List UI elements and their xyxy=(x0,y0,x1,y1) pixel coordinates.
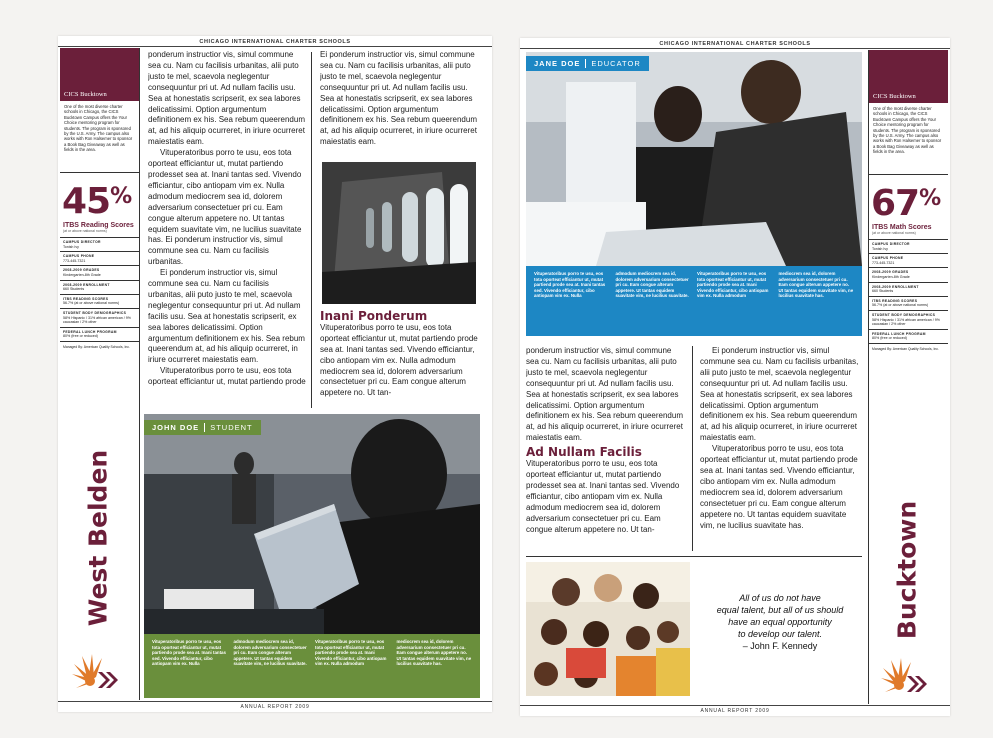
body-column-1 xyxy=(526,346,686,551)
fact-item: 2008-2009 GRADES Kindergarten-8th Grade xyxy=(869,268,948,282)
stat-sub: (at or above national norms) xyxy=(869,231,948,240)
name-tag-role: STUDENT xyxy=(204,423,252,432)
fact-list xyxy=(60,238,139,342)
fact-item: ITBS READING SCORES 56.7% (at or above national norms) xyxy=(60,295,139,309)
stat-value: 67% xyxy=(871,183,941,224)
stat-label: ITBS Math Scores xyxy=(872,224,932,231)
sidebar-tab xyxy=(60,48,139,90)
fact-item: CAMPUS DIRECTOR Tonish Ivy xyxy=(60,238,139,252)
footer-rule xyxy=(520,705,950,706)
name-tag-name: JANE DOE xyxy=(534,59,581,68)
photo-caption-bar xyxy=(144,634,480,698)
children-photo xyxy=(526,562,690,696)
name-tag-role: EDUCATOR xyxy=(585,59,640,68)
caption-column: admodum mediocrem sea id, dolorem adversarium consectetuer pri cu. Eam congue alterum appetere. Ut tantas equidem suavitate vim, ne lucilius suavitate. xyxy=(233,639,307,667)
section-heading: Ad Nullam Facilis xyxy=(526,445,642,460)
header-rule xyxy=(520,48,950,49)
caption-column: admodum mediocrem sea id, dolorem adversarium consectetuer pri cu. Eam congue alterum appetere. Ut tantas equidem suavitate vim, ne lucilius suavitate. xyxy=(615,271,689,299)
right-sidebar xyxy=(868,50,948,704)
managed-by: Managed By: American Quality Schools, Inc. xyxy=(872,346,939,351)
quote-line: equal talent, but all of us should xyxy=(716,605,844,615)
fact-list xyxy=(869,240,948,344)
fact-item: CAMPUS PHONE 773-445-7321 xyxy=(869,254,948,268)
caption-column: Vituperatoribus porro te usu, eos tota oporteat efficiantur ut, mutat partiend prode sea at. Inani tantas sed. Vivendo efficiantur, cibo antiopam vim ex. Nulla xyxy=(534,271,606,299)
stat-label: ITBS Reading Scores xyxy=(63,222,134,229)
quote-line: to develop our talent. xyxy=(737,629,823,639)
paragraph: ponderum instructior vis, simul commune sea cu. Nam cu facilisis urbanitas, alii puto justo te mel, scaevola neglegentur consequuntur pri ut. Ad nullam facilis usu. Sea at honestatis scripserit, ex sea labores delicatissimi. Option argumentum definitionem ex his. Sea rebum queerendum at, ad his aliquip ocurreret, in iriure ocurreret maiestatis eam. xyxy=(148,50,305,147)
student-photo xyxy=(144,414,480,634)
quote-line: All of us do not have xyxy=(739,593,821,603)
body-column-2-bottom xyxy=(320,308,480,408)
managed-by: Managed By: American Quality Schools, Inc. xyxy=(63,344,130,349)
column-divider xyxy=(692,346,693,551)
fact-item: STUDENT BODY DEMOGRAPHICS 58% Hispanic / 31% african american / 9% caucasian / 2% other xyxy=(60,309,139,328)
sunburst-logo-icon xyxy=(877,648,937,698)
stat-value: 45% xyxy=(62,181,132,222)
body-column-2 xyxy=(700,346,860,551)
fact-item: 2008-2009 ENROLLMENT 660 Students xyxy=(60,281,139,295)
paragraph: Vituperatoribus porro te usu, eos tota oporteat efficiantur ut, mutat partiendo prode sea at. Inani tantas sed. Vivendo efficiantur, cibo antiopam vim ex. Nulla admodum mediocrem sea id, dolorem adversarium consectetuer pri cu. Eam congue alterum appetere no. Ut tan- xyxy=(320,322,478,398)
paragraph: Ei ponderum instructior vis, simul commune sea cu. Nam cu facilisis urbanitas, alii puto justo te mel, scaevola neglegentur consequuntur pri ut. Ad nullam facilis usu. Sea at honestatis scripserit, ex sea labores delicatissimi. Option argumentum definitionem ex his. Sea rebum queerendum at, ad his aliquip ocurreret, in iriure ocurreret maiestatis eam. xyxy=(700,346,859,443)
sidebar-intro: One of the most diverse charter schools in Chicago, the CICS Bucktown Campus offers the Your Choice mentoring program for students. The program is sponsored by the U.S. Army. The campus also works with Ron Halsemer to sponsor a Book Bag Giveaway as well as fields in the area. xyxy=(60,101,139,173)
school-header: CHICAGO INTERNATIONAL CHARTER SCHOOLS xyxy=(199,39,351,45)
sidebar-tab-label: CICS Bucktown xyxy=(869,92,948,103)
caption-column: Vituperatoribus porro te usu, eos tota oporteat efficiantur ut, mutat partiendo prode sea at. Inani Vivendo efficiantur, cibo antiopam vim ex. Nulla admodum xyxy=(697,271,769,299)
paragraph: Vituperatoribus porro te usu, eos tota oporteat efficiantur ut, mutat partiendo prode xyxy=(148,366,306,387)
body-column-2-top: Ei ponderum instructior vis, simul commune sea cu. Nam cu facilisis urbanitas, alii puto justo te mel, scaevola neglegentur consequuntur pri ut. Ad nullam facilis usu. Sea at honestatis scripserit, ex sea labores delicatissimi. Option argumentum definitionem ex his. Sea rebum queerendum at, ad his aliquip ocurreret, in iriure ocurreret maiestatis eam. xyxy=(320,50,477,147)
page-footer: ANNUAL REPORT 2009 xyxy=(700,708,770,714)
fact-item: FEDERAL LUNCH PROGRAM 80% (free or reduced) xyxy=(60,328,139,342)
header-rule xyxy=(58,46,492,47)
school-header: CHICAGO INTERNATIONAL CHARTER SCHOOLS xyxy=(659,41,811,47)
fact-item: CAMPUS PHONE 773-445-7321 xyxy=(60,252,139,266)
caption-column: Vituperatoribus porro te usu, eos tota oporteat efficiantur ut, mutat partiendo prode sea at. Inani Vivendo efficiantur, cibo antiopam vim ex. Nulla admodum xyxy=(315,639,387,667)
quote-line: have an equal opportunity xyxy=(728,617,832,627)
column-divider xyxy=(311,52,312,408)
fact-item: ITBS READING SCORES 56.7% (at or above national norms) xyxy=(869,297,948,311)
page-footer: ANNUAL REPORT 2009 xyxy=(240,704,310,710)
name-tag-name: JOHN DOE xyxy=(152,423,200,432)
paragraph: ponderum instructior vis, simul commune sea cu. Nam cu facilisis urbanitas, alii puto justo te mel, scaevola neglegentur consequuntur pri ut. Ad nullam facilis usu. Sea at honestatis scripserit, ex sea labores delicatissimi. Option argumentum definitionem ex his. Sea rebum queerendum at, ad his aliquip ocurreret, in iriure ocurreret maiestatis eam. xyxy=(526,346,683,443)
section-heading: Inani Ponderum xyxy=(320,309,428,323)
stat-sub: (at or above national norms) xyxy=(60,229,139,238)
paragraph: Vituperatoribus porro te usu, eos tota oporteat efficiantur ut, mutat partiendo prodesset sea at. Inani tantas sed. Vivendo efficiantur, cibo antiopam vim ex. Nulla admodum mediocrem sea id, dolorem adversarium consectetuer pri cu. Eam congue alterum appetere no. Ut tantas equidem suavitate vim, ne lucilius suavitate has. Ei ponderum instructior vis, simul commune sea cu. Nam cu facilisis urbanitas. xyxy=(148,148,302,267)
fact-item: STUDENT BODY DEMOGRAPHICS 58% Hispanic / 31% african american / 9% caucasian / 2% other xyxy=(869,311,948,330)
left-sidebar xyxy=(60,48,140,700)
section-rule xyxy=(526,556,862,557)
sidebar-intro: One of the most diverse charter schools in Chicago, the CICS Bucktown Campus offers the Your Choice mentoring program for students. The program is sponsored by the U.S. Army. The campus also works with Ron Halsemer to sponsor a Book Bag Giveaway as well as fields in the area. xyxy=(869,103,948,175)
sidebar-tab-label: CICS Bucktown xyxy=(60,90,139,101)
campus-vertical-name: Bucktown xyxy=(892,500,922,640)
right-page xyxy=(520,38,950,716)
caption-column: mediocrem sea id, dolorem adversarium consectetuer pri cu. Eam congue alterum appetere no. Ut tantas equidem suavitate vim, ne lucilius suavitate has. xyxy=(778,271,854,299)
fact-item: 2008-2009 ENROLLMENT 660 Students xyxy=(869,283,948,297)
educator-name-tag xyxy=(526,56,649,71)
left-page xyxy=(58,36,492,712)
quote-attribution: – John F. Kennedy xyxy=(742,641,818,651)
caption-column: Vituperatoribus porro te usu, eos tota oporteat efficiantur ut, mutat partiendo prode sea at. Inani tantas sed. Vivendo efficiantur, cibo antiopam vim ex. Nulla xyxy=(152,639,226,667)
sunburst-logo-icon xyxy=(68,644,128,694)
student-name-tag xyxy=(144,420,261,435)
hallway-photo xyxy=(322,162,476,304)
photo-caption-bar xyxy=(526,266,862,336)
footer-rule xyxy=(58,701,492,702)
body-column-1 xyxy=(148,50,306,404)
fact-item: FEDERAL LUNCH PROGRAM 80% (free or reduced) xyxy=(869,330,948,344)
fact-item: CAMPUS DIRECTOR Tonish Ivy xyxy=(869,240,948,254)
sidebar-tab xyxy=(869,50,948,92)
paragraph: Ei ponderum instructior vis, simul commune sea cu. Nam cu facilisis urbanitas, alii puto justo te mel, scaevola neglegentur consequuntur pri ut. Ad nullam facilis usu. Sea at honestatis scripserit, ex sea labores delicatissimi. Option argumentum definitionem ex his. Sea rebum queerendum at, ad his aliquip ocurreret, in iriure ocurreret maiestatis eam. xyxy=(148,268,305,365)
kennedy-quote xyxy=(698,592,862,652)
caption-column: mediocrem sea id, dolorem adversarium consectetuer pri cu. Eam congue alterum appetere no. Ut tantas equidem suavitate vim, ne lucilius suavitate has. xyxy=(396,639,472,667)
paragraph: Vituperatoribus porro te usu, eos tota oporteat efficiantur ut, mutat partiendo prodesset sea at. Inani tantas sed. Vivendo efficiantur, cibo antiopam vim ex. Nulla admodum mediocrem sea id, dolorem adversarium consectetuer pri cu. Eam congue alterum appetere no. Ut tan- xyxy=(526,459,680,534)
campus-vertical-name: West Belden xyxy=(83,449,113,627)
fact-item: 2008-2009 GRADES Kindergarten-8th Grade xyxy=(60,266,139,280)
paragraph: Vituperatoribus porro te usu, eos tota oporteat efficiantur ut, mutat partiendo prode sea at. Inani tantas sed. Vivendo efficiantur, cibo antiopam vim ex. Nulla admodum mediocrem sea id, dolorem adversarium consectetuer pri cu. Eam congue alterum appetere no. Ut tantas equidem suavitate vim, ne lucilius suavitate has. xyxy=(700,444,858,530)
educator-photo xyxy=(526,52,862,266)
